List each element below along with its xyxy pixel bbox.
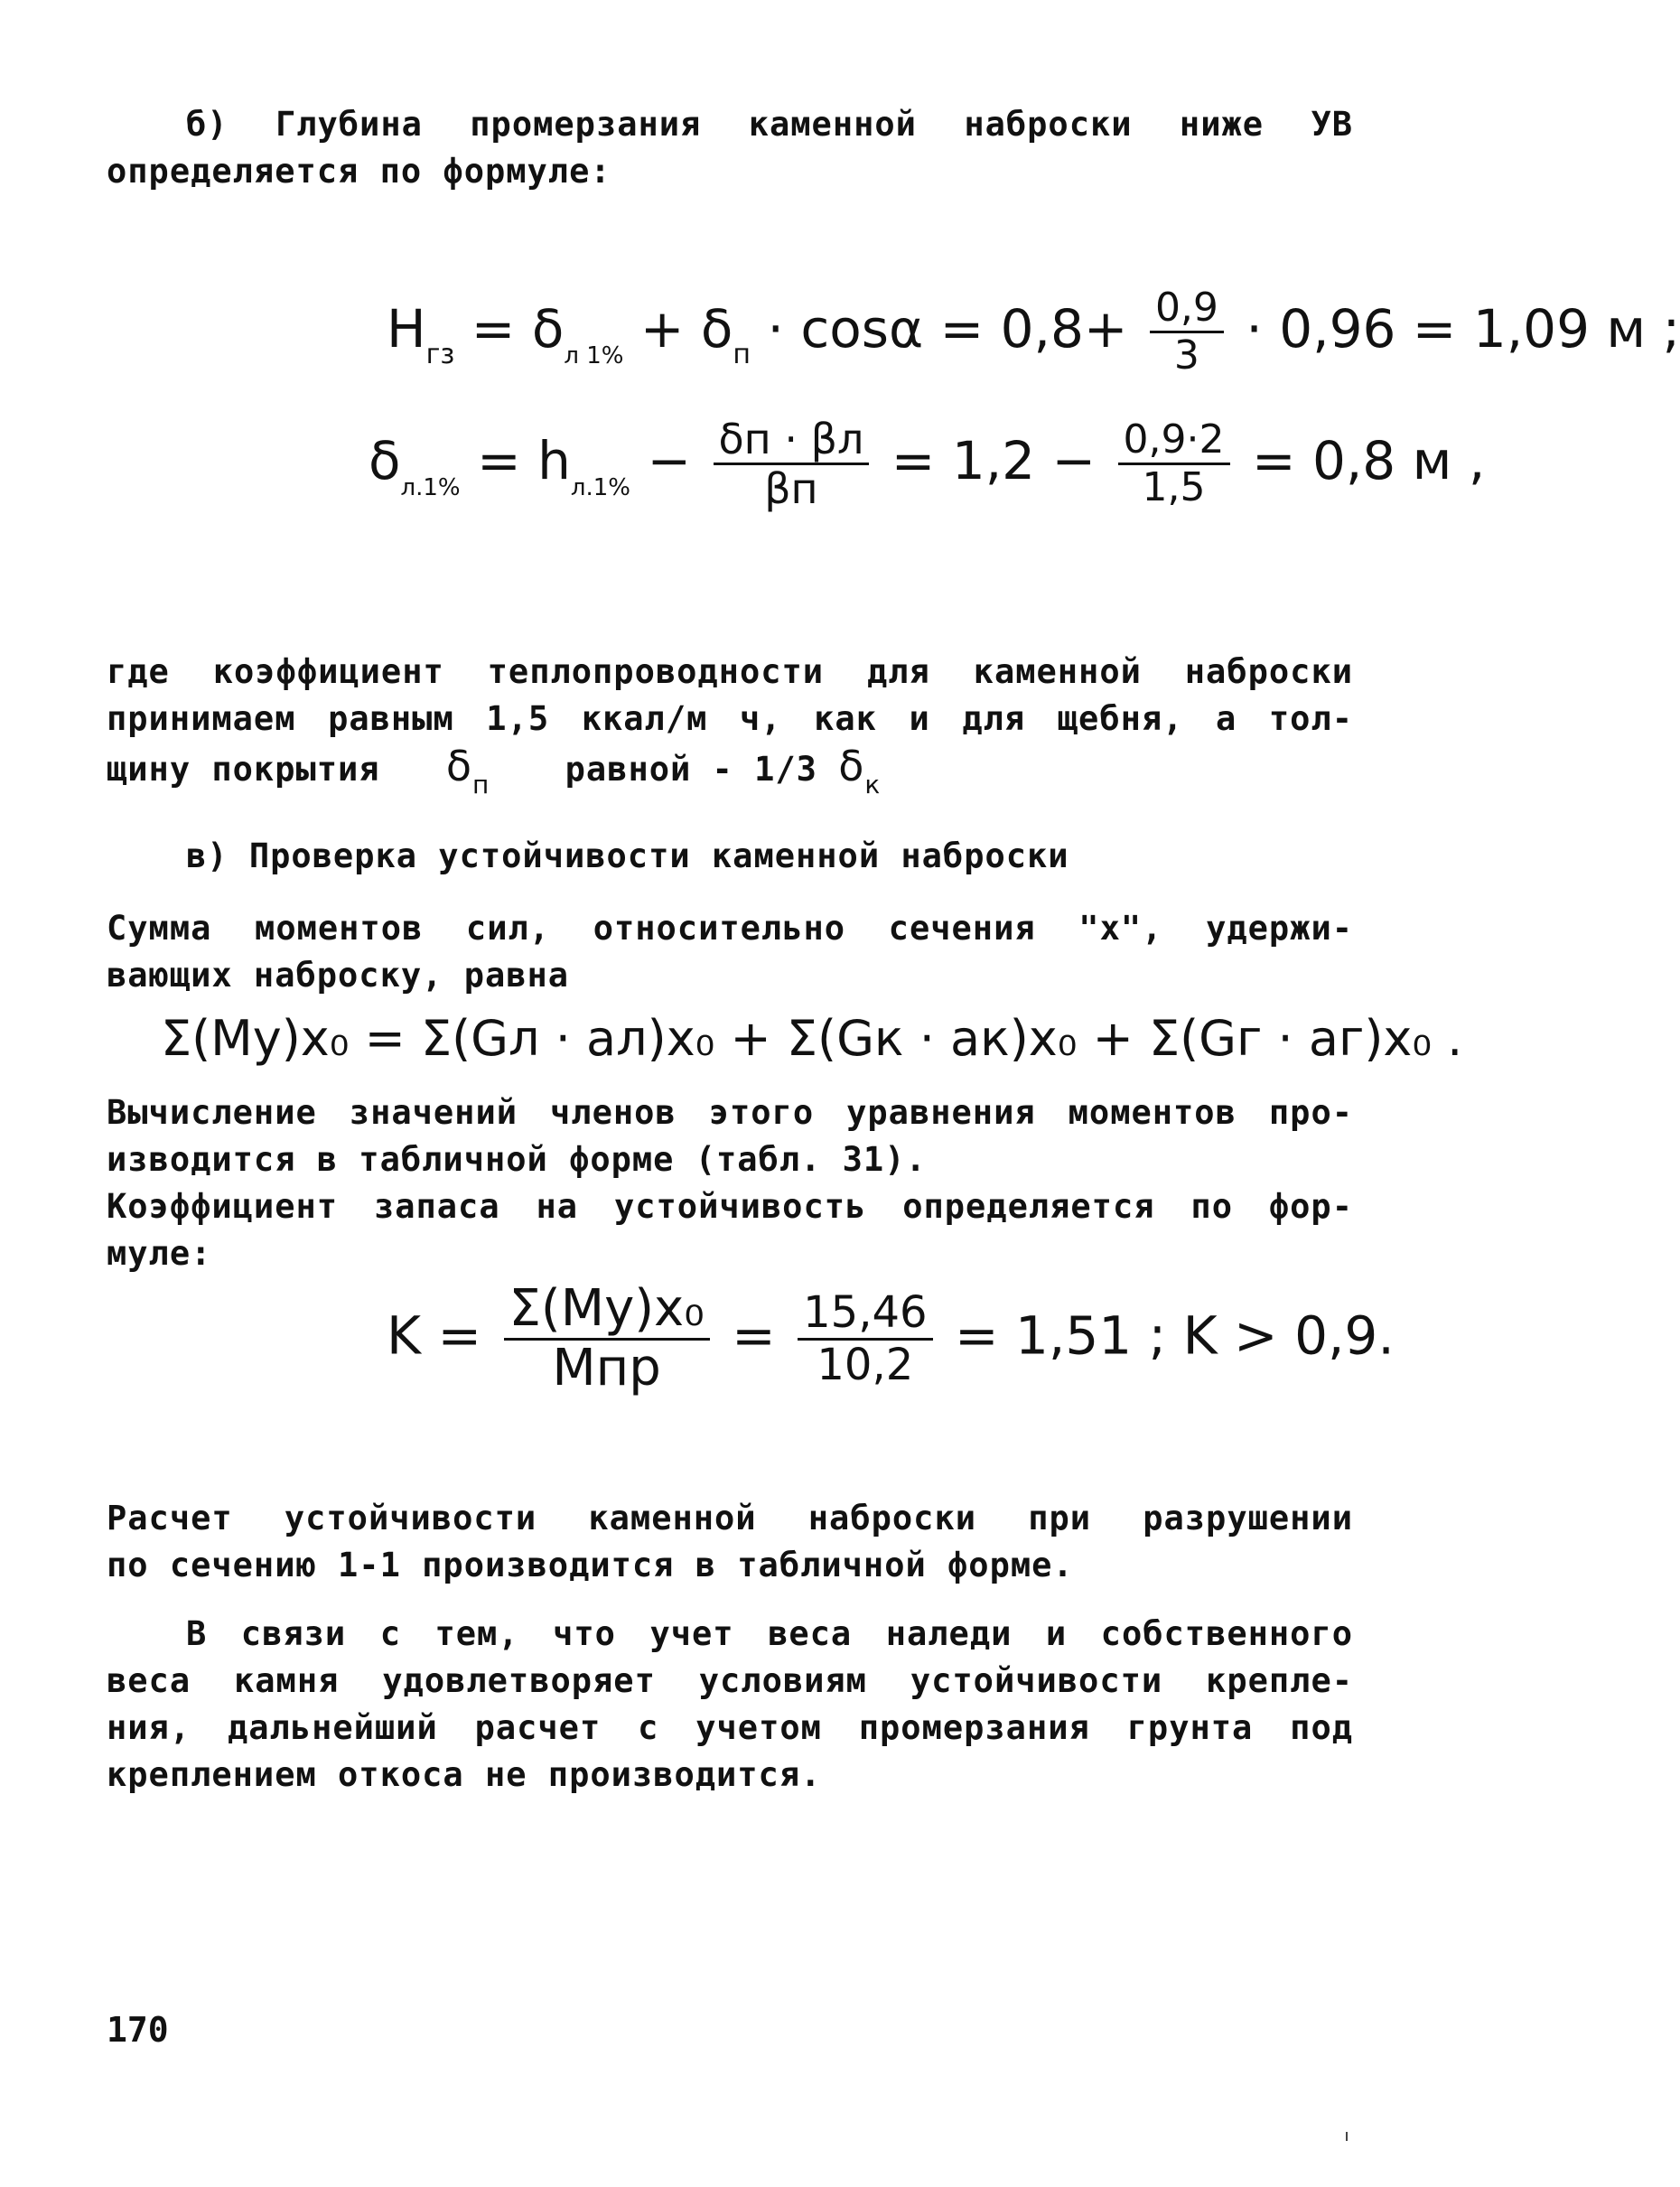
paragraph-conclusion [107,1611,1353,1799]
paragraph-line: муле: [107,1234,212,1273]
page-number: 170 [107,2010,169,2050]
formula-fraction [1150,287,1224,377]
formula-text: Σ(Mу)x₀ = Σ(Gл · aл)x₀ + Σ(Gк · aк)x₀ + Σ(Gг · aг)x₀ . [161,1010,1463,1067]
paragraph-calculation [107,1089,1353,1277]
formula-text: = 1,51 ; K > 0,9. [954,1304,1395,1367]
paragraph-line: Коэффициент запаса на устойчивость определяется по фор- [107,1187,1353,1226]
inline-text: щину покрытия [107,750,380,789]
paragraph-line: где коэффициент теплопроводности для каменной наброски [107,652,1353,691]
paragraph-line: Вычисление значений членов этого уравнения моментов про- [107,1093,1353,1132]
paragraph-conductivity [107,649,1353,799]
paragraph-line: изводится в табличной форме (табл. 31). [107,1140,927,1179]
scan-speck [1346,2132,1348,2141]
paragraph-destruction [107,1495,1353,1589]
paragraph-line: определяется по формуле: [107,152,611,191]
inline-subscript: к [864,770,882,799]
formula-symbol: + δ [639,297,733,360]
fraction-denominator: Mпр [552,1338,661,1397]
formula-symbol: = h [477,429,571,491]
formula-text: · cosα = 0,8+ [767,297,1128,360]
paragraph-freezing-depth [107,101,1353,195]
paragraph-moments [107,905,1353,999]
paragraph-line: по сечению 1-1 производится в табличной форме. [107,1546,1074,1584]
paragraph-line: веса камня удовлетворяет условиям устойчивости крепле- [107,1661,1353,1700]
paragraph-line: б) Глубина промерзания каменной наброски ниже УВ [186,105,1353,144]
formula-subscript: п [733,338,751,370]
paragraph-line: ния, дальнейший расчет с учетом промерзания грунта под [107,1708,1353,1747]
fraction-numerator: Σ(Mу)x₀ [509,1279,705,1338]
fraction-denominator: βп [764,464,818,514]
inline-symbol: δ [838,742,865,790]
fraction-numerator: 15,46 [803,1287,928,1339]
paragraph-line [107,742,1353,799]
inline-subscript: п [472,770,490,799]
inline-symbol: δ [445,742,473,790]
formula-symbol: − [647,429,692,491]
formula-subscript: л.1% [570,473,631,501]
formula-symbol: δ [369,429,401,491]
fraction-denominator: 10,2 [817,1339,914,1390]
fraction-numerator: 0,9·2 [1123,416,1225,463]
fraction-numerator: δп · βл [718,415,864,463]
formula-symbol: H [387,297,426,360]
formula-fraction [798,1287,932,1390]
paragraph-line: вающих наброску, равна [107,956,570,995]
inline-text: равной - 1/3 [565,750,817,789]
fraction-denominator: 1,5 [1142,464,1206,511]
fraction-numerator: 0,9 [1154,285,1218,331]
formula-sum-moments [161,1010,1462,1067]
paragraph-line: Расчет устойчивости каменной наброски при разрушении [107,1499,1353,1537]
fraction-denominator: 3 [1173,332,1199,379]
paragraph-line: Сумма моментов сил, относительно сечения "х", удержи- [107,909,1353,948]
section-heading [107,833,1353,880]
formula-fraction [714,415,870,514]
formula-subscript: л.1% [400,473,461,501]
formula-text: = [732,1304,776,1367]
formula-fraction [504,1279,710,1397]
paragraph-line: принимаем равным 1,5 ккал/м ч, как и для щебня, а тол- [107,699,1353,738]
formula-text: K = [387,1304,482,1367]
formula-text: = 0,8 м , [1251,429,1486,491]
formula-text: = 1,2 − [891,429,1097,491]
heading-text: в) Проверка устойчивости каменной наброски [186,836,1069,875]
paragraph-line: В связи с тем, что учет веса наледи и собственного [186,1614,1353,1653]
formula-subscript: гз [425,338,455,370]
formula-text: · 0,96 = 1,09 м ; [1246,297,1680,360]
formula-safety-factor [387,1279,1395,1397]
formula-subscript: л 1% [564,341,624,369]
formula-freezing-depth [387,287,1680,377]
formula-symbol: = δ [471,297,565,360]
formula-fraction [1118,416,1230,511]
paragraph-line: креплением откоса не производится. [107,1755,822,1794]
formula-ice-thickness [369,415,1486,514]
